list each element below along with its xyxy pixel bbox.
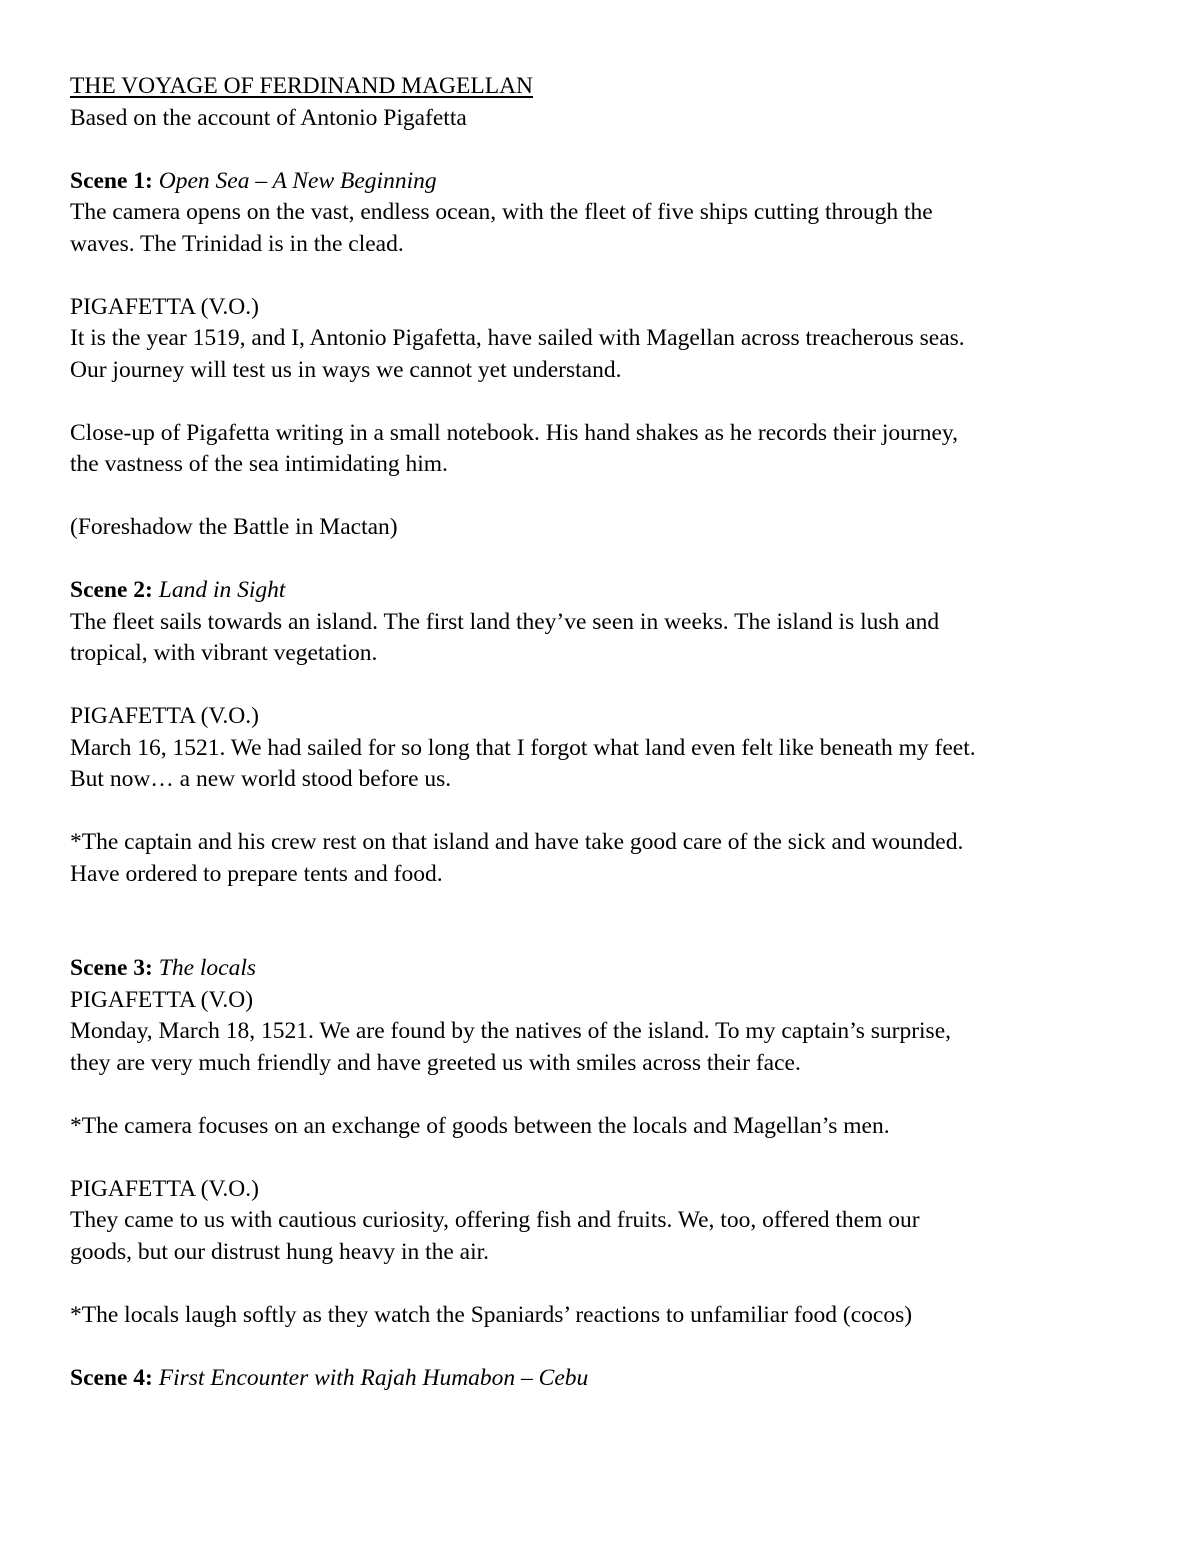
spacer [70, 1331, 1140, 1363]
scene-2-note-line: *The captain and his crew rest on that island and have take good care of the sick and wounded. [70, 829, 964, 855]
scene-2-action-line: tropical, with vibrant vegetation. [70, 640, 378, 666]
scene-2-heading [70, 575, 1140, 607]
scene-1-name: Open Sea – A New Beginning [158, 167, 437, 194]
scene-3-label: Scene 3: [70, 955, 153, 981]
scene-2-note-line: Have ordered to prepare tents and food. [70, 860, 443, 887]
screenplay-body [70, 71, 1140, 1394]
scene-3-vo-line: goods, but our distrust hung heavy in the air. [70, 1238, 490, 1265]
scene-4-label: Scene 4: [70, 1364, 153, 1391]
scene-1-closeup-line: Close-up of Pigafetta writing in a small notebook. His hand shakes as he records their journey, [70, 419, 959, 446]
scene-1-label: Scene 1: [70, 167, 153, 194]
spacer [70, 134, 1140, 166]
spacer [70, 1142, 1140, 1174]
scene-1-vo-line: It is the year 1519, and I, Antonio Pigafetta, have sailed with Magellan across treacherous seas. [70, 325, 965, 351]
document-subtitle: Based on the account of Antonio Pigafetta [70, 104, 467, 131]
scene-2-name: Land in Sight [158, 577, 286, 603]
spacer [70, 796, 1140, 828]
scene-3-note: *The camera focuses on an exchange of goods between the locals and Magellan’s men. [70, 1112, 890, 1139]
scene-3-note: *The locals laugh softly as they watch the Spaniards’ reactions to unfamiliar food (cocos) [70, 1301, 913, 1328]
scene-2-action-line: The fleet sails towards an island. The first land they’ve seen in weeks. The island is lush and [70, 608, 940, 635]
spacer [70, 260, 1140, 292]
scene-2-label: Scene 2: [70, 577, 153, 603]
scene-4-name: First Encounter with Rajah Humabon – Cebu [158, 1364, 589, 1391]
scene-1-note: (Foreshadow the Battle in Mactan) [70, 514, 398, 540]
spacer [70, 890, 1140, 953]
document-title: THE VOYAGE OF FERDINAND MAGELLAN [70, 73, 534, 99]
scene-3-name: The locals [158, 955, 257, 981]
scene-1-closeup-line: the vastness of the sea intimidating him. [70, 451, 448, 477]
spacer [70, 481, 1140, 513]
scene-3-vo-line: they are very much friendly and have greeted us with smiles across their face. [70, 1049, 801, 1076]
scene-1-action-line: waves. The Trinidad is in the clead. [70, 230, 404, 257]
spacer [70, 1079, 1140, 1111]
spacer [70, 670, 1140, 702]
scene-3-vo-speaker: PIGAFETTA (V.O.) [70, 1175, 259, 1202]
scene-2-vo-line: March 16, 1521. We had sailed for so long that I forgot what land even felt like beneath my feet. [70, 734, 976, 761]
scene-4-heading [70, 1363, 1140, 1395]
scene-2-vo-speaker: PIGAFETTA (V.O.) [70, 703, 259, 729]
scene-3-vo-speaker: PIGAFETTA (V.O) [70, 986, 254, 1013]
scene-3-vo-line: Monday, March 18, 1521. We are found by the natives of the island. To my captain’s surprise, [70, 1018, 952, 1044]
spacer [70, 386, 1140, 418]
scene-1-heading [70, 166, 1140, 198]
scene-3-vo-line: They came to us with cautious curiosity, offering fish and fruits. We, too, offered them our [70, 1207, 920, 1233]
scene-1-action-line: The camera opens on the vast, endless ocean, with the fleet of five ships cutting through the [70, 199, 933, 225]
scene-1-vo-line: Our journey will test us in ways we cannot yet understand. [70, 356, 622, 383]
scene-3-heading [70, 953, 1140, 985]
spacer [70, 1268, 1140, 1300]
spacer [70, 544, 1140, 576]
scene-2-vo-line: But now… a new world stood before us. [70, 766, 452, 792]
scene-1-vo-speaker: PIGAFETTA (V.O.) [70, 293, 259, 320]
